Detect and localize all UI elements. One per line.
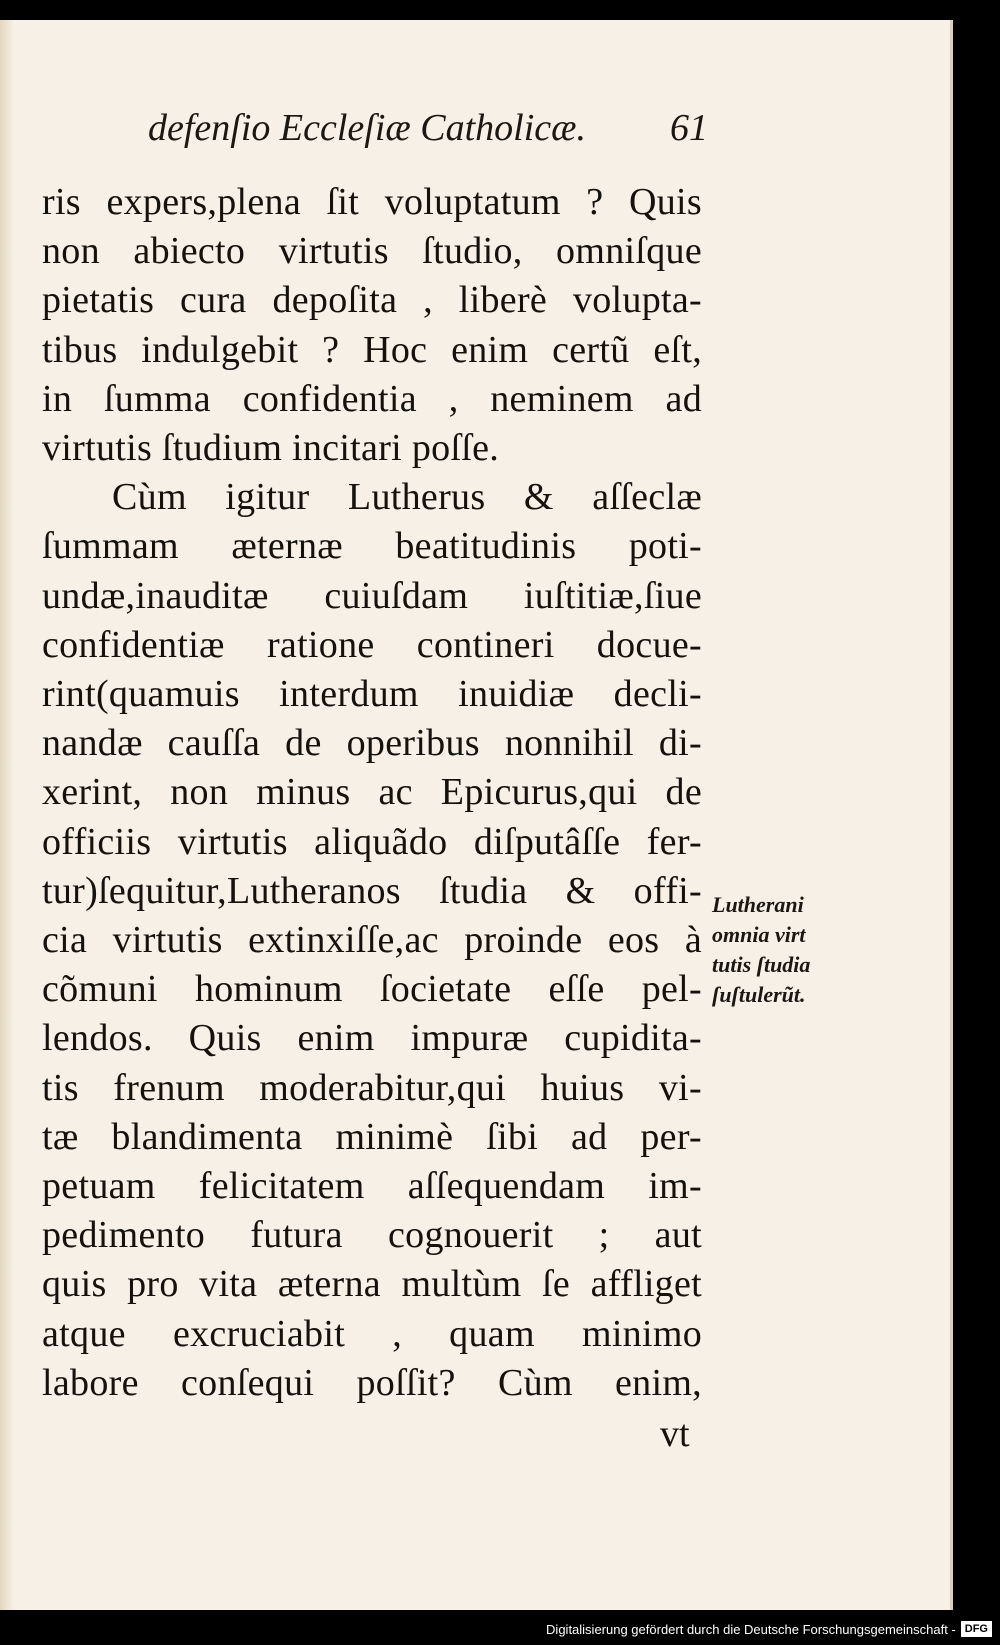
marginal-note-line: Lutherani xyxy=(712,892,804,917)
text-line: undæ,inauditæ cuiuſdam iuſtitiæ,ſiue xyxy=(42,574,702,617)
text-line: rint(quamuis interdum inuidiæ decli- xyxy=(42,673,702,716)
marginal-note-line: tutis ſtudia xyxy=(712,952,811,977)
marginal-note xyxy=(712,890,860,1010)
text-line: virtutis ſtudium incitari poſſe. xyxy=(42,427,500,470)
digitization-footer xyxy=(546,1621,992,1637)
text-line: tibus indulgebit ? Hoc enim certũ eſt, xyxy=(42,328,702,371)
footer-credit: Digitalisierung gefördert durch die Deutsche Forschungsgemeinschaft - xyxy=(546,1621,956,1637)
text-line: ſummam æternæ beatitudinis poti- xyxy=(42,525,702,568)
text-line: Cùm igitur Lutherus & aſſeclæ xyxy=(112,476,702,519)
text-line: tis frenum moderabitur,qui huius vi- xyxy=(42,1066,702,1109)
running-header xyxy=(148,100,708,160)
catchword: vt xyxy=(660,1413,690,1455)
text-line: petuam felicitatem aſſequendam im- xyxy=(42,1165,702,1208)
text-line: pietatis cura depoſita , liberè volupta- xyxy=(42,279,702,322)
main-text xyxy=(42,178,702,1408)
text-line: in ſumma confidentia , neminem ad xyxy=(42,377,702,420)
text-line: labore conſequi poſſit? Cùm enim, xyxy=(42,1361,702,1404)
marginal-note-line: omnia virt xyxy=(712,922,806,947)
text-line: tur)ſequitur,Lutheranos ſtudia & offi- xyxy=(42,869,702,912)
dfg-logo: DFG xyxy=(961,1621,992,1637)
text-line: non abiecto virtutis ſtudio, omniſque xyxy=(42,230,702,273)
book-page xyxy=(0,20,953,1610)
text-line: cia virtutis extinxiſſe,ac proinde eos à xyxy=(42,919,702,962)
text-line: xerint, non minus ac Epicurus,qui de xyxy=(42,771,702,814)
text-line: lendos. Quis enim impuræ cupidita- xyxy=(42,1017,702,1060)
marginal-note-line: ſuſtulerũt. xyxy=(712,982,806,1007)
text-line: confidentiæ ratione contineri docue- xyxy=(42,623,702,666)
text-line: cõmuni hominum ſocietate eſſe pel- xyxy=(42,968,702,1011)
text-line: tæ blandimenta minimè ſibi ad per- xyxy=(42,1115,702,1158)
page-number: 61 xyxy=(670,107,708,149)
text-line: atque excruciabit , quam minimo xyxy=(42,1312,702,1355)
text-line: pedimento futura cognouerit ; aut xyxy=(42,1214,702,1257)
text-line: nandæ cauſſa de operibus nonnihil di- xyxy=(42,722,702,765)
text-line: ris expers,plena ſit voluptatum ? Quis xyxy=(42,181,702,223)
running-title: defenſio Eccleſiæ Catholicæ. xyxy=(148,107,586,149)
text-line: quis pro vita æterna multùm ſe affliget xyxy=(42,1263,702,1306)
text-line: officiis virtutis aliquãdo diſputâſſe fer- xyxy=(42,820,702,863)
